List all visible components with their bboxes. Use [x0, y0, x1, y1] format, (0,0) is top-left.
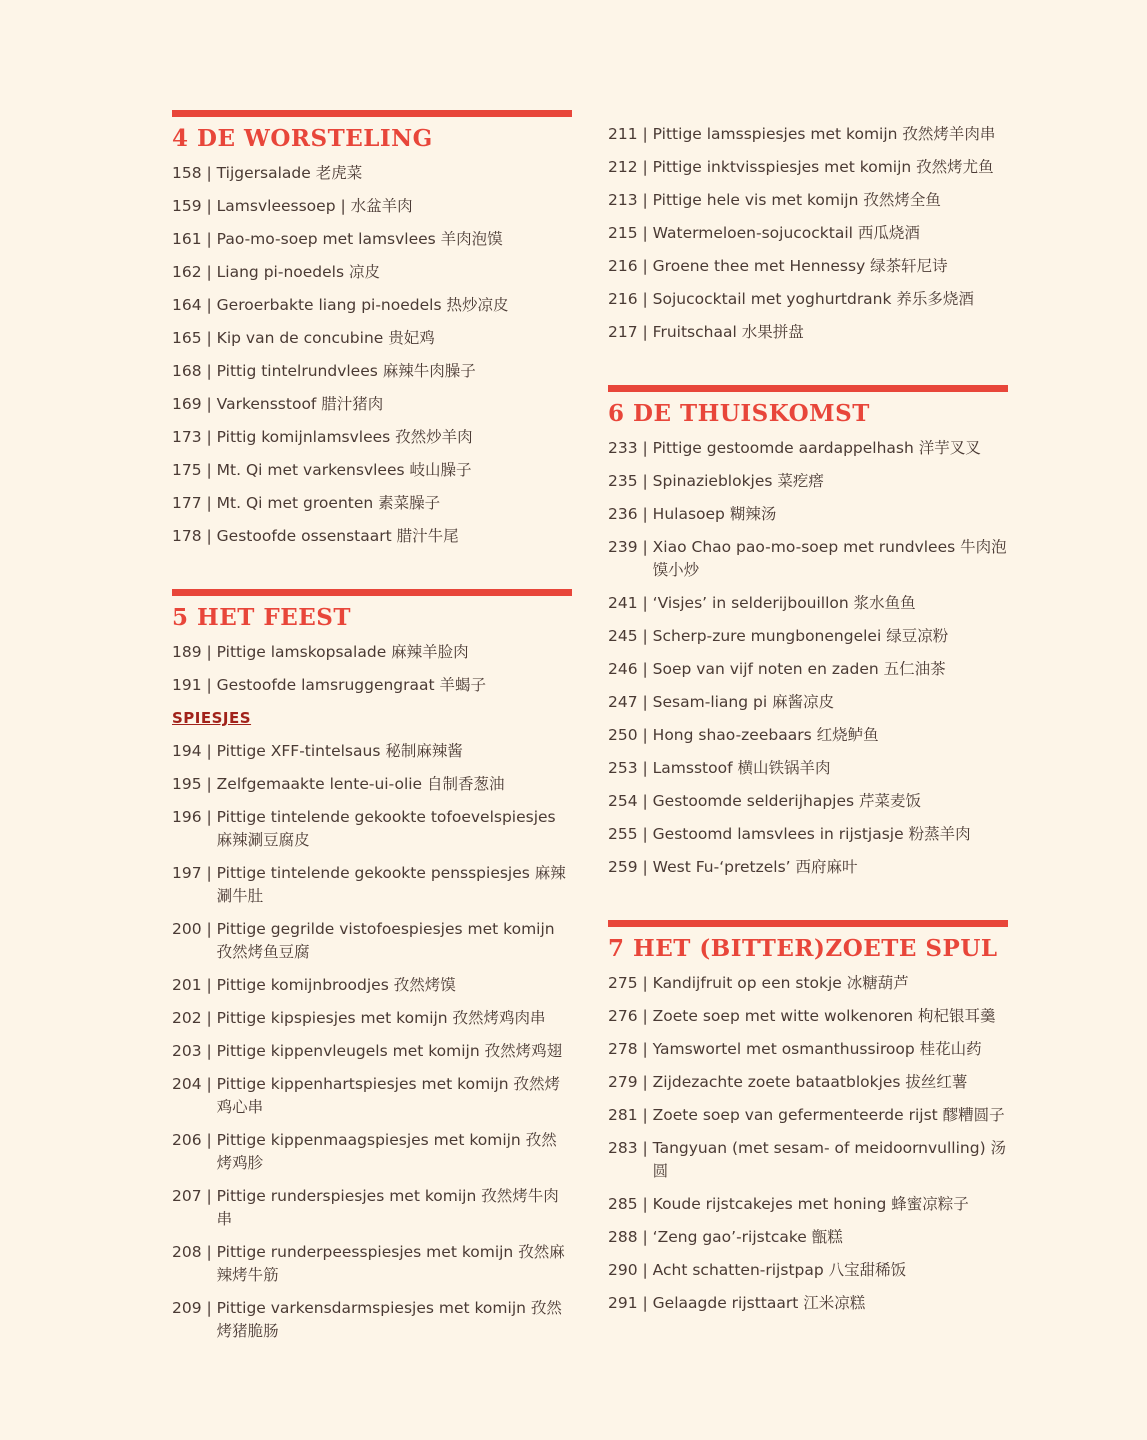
page-number: 208: [172, 1243, 202, 1261]
recipe-title: Pittige komijnbroodjes 孜然烤馍: [216, 976, 456, 994]
page-number: 255: [608, 825, 638, 843]
separator: |: [637, 1139, 653, 1157]
page-number: 250: [608, 726, 638, 744]
page-number: 209: [172, 1299, 202, 1317]
page-number: 195: [172, 775, 202, 793]
page-number: 217: [608, 323, 638, 341]
toc-entry: [608, 851, 1008, 884]
toc-entry: [608, 1000, 1008, 1033]
subsection-heading: SPIESJES: [172, 709, 252, 727]
page-number: 196: [172, 808, 202, 826]
recipe-title: Zijdezachte zoete bataatblokjes 拔丝红薯: [652, 1073, 968, 1091]
toc-entry: [608, 653, 1008, 686]
separator: |: [201, 1009, 217, 1027]
section-rule: [608, 920, 1008, 927]
recipe-title: Tangyuan (met sesam- of meidoornvulling) 汤圆: [652, 1139, 1007, 1180]
page-number: 235: [608, 472, 638, 490]
separator: |: [201, 643, 217, 661]
toc-entry: [172, 969, 572, 1002]
recipe-title: Scherp-zure mungbonengelei 绿豆凉粉: [652, 627, 949, 645]
recipe-title: Gelaagde rijsttaart 江米凉糕: [652, 1294, 866, 1312]
toc-entry: [172, 1035, 572, 1068]
right-column: [608, 118, 1008, 1356]
toc-entry: [608, 719, 1008, 752]
recipe-title: Sesam-liang pi 麻酱凉皮: [652, 693, 835, 711]
recipe-title: Xiao Chao pao-mo-soep met rundvlees 牛肉泡馍小炒: [652, 538, 1007, 579]
separator: |: [637, 1073, 653, 1091]
toc-entry: [172, 322, 572, 355]
toc-entry: [608, 1099, 1008, 1132]
section-rule: [172, 589, 572, 596]
page-number: 168: [172, 362, 202, 380]
toc-entry: [172, 421, 572, 454]
page-number: 211: [608, 125, 638, 143]
recipe-title: Pittige hele vis met komijn 孜然烤全鱼: [652, 191, 941, 209]
recipe-title: Pittige runderspiesjes met komijn 孜然烤牛肉串: [216, 1187, 559, 1228]
page-number: 216: [608, 257, 638, 275]
recipe-title: Soep van vijf noten en zaden 五仁油茶: [652, 660, 946, 678]
recipe-title: Pittige gestoomde aardappelhash 洋芋叉叉: [652, 439, 981, 457]
page-number: 233: [608, 439, 638, 457]
page-number: 207: [172, 1187, 202, 1205]
separator: |: [637, 1195, 653, 1213]
toc-entry: [172, 801, 572, 857]
separator: |: [637, 290, 653, 308]
recipe-title: Pittige gegrilde vistofoespiesjes met komijn 孜然烤鱼豆腐: [216, 920, 555, 961]
separator: |: [637, 1007, 653, 1025]
toc-entry: [172, 190, 572, 223]
toc-entry: [172, 857, 572, 913]
page-number: 202: [172, 1009, 202, 1027]
page-number: 259: [608, 858, 638, 876]
page-number: 288: [608, 1228, 638, 1246]
toc-entry: [608, 1254, 1008, 1287]
toc-entry: [608, 1132, 1008, 1188]
page-number: 213: [608, 191, 638, 209]
separator: |: [637, 538, 653, 556]
toc-entry: [172, 157, 572, 190]
separator: |: [201, 1042, 217, 1060]
page-number: 283: [608, 1139, 638, 1157]
toc-entry: [608, 184, 1008, 217]
toc-entry: [608, 432, 1008, 465]
page-number: 247: [608, 693, 638, 711]
recipe-title: West Fu-‘pretzels’ 西府麻叶: [652, 858, 858, 876]
page-number: 173: [172, 428, 202, 446]
toc-entry: [608, 1033, 1008, 1066]
toc-entry: [608, 118, 1008, 151]
toc-entry: [172, 1292, 572, 1348]
recipe-title: Geroerbakte liang pi-noedels 热炒凉皮: [216, 296, 509, 314]
separator: |: [637, 224, 653, 242]
page-number: 165: [172, 329, 202, 347]
recipe-title: Yamswortel met osmanthussiroop 桂花山药: [652, 1040, 982, 1058]
toc-entry: [608, 316, 1008, 349]
recipe-title: Pittige tintelende gekookte tofoevelspiesjes 麻辣涮豆腐皮: [216, 808, 556, 849]
recipe-title: Watermeloen-sojucocktail 西瓜烧酒: [652, 224, 920, 242]
recipe-title: Zoete soep met witte wolkenoren 枸杞银耳羹: [652, 1007, 996, 1025]
toc-entry: [172, 768, 572, 801]
recipe-title: Spinazieblokjes 菜疙瘩: [652, 472, 824, 490]
separator: |: [637, 1294, 653, 1312]
recipe-title: Pittige kippenmaagspiesjes met komijn 孜然烤鸡胗: [216, 1131, 557, 1172]
separator: |: [201, 1243, 217, 1261]
separator: |: [201, 920, 217, 938]
separator: |: [637, 323, 653, 341]
section-heading: 7 HET (BITTER)ZOETE SPUL: [608, 935, 998, 962]
page-number: 204: [172, 1075, 202, 1093]
separator: |: [201, 1187, 217, 1205]
separator: |: [201, 362, 217, 380]
toc-entry: [608, 686, 1008, 719]
separator: |: [201, 428, 217, 446]
toc-entry: [172, 1236, 572, 1292]
toc-entry: [608, 1188, 1008, 1221]
toc-entry: [608, 1221, 1008, 1254]
page-number: 241: [608, 594, 638, 612]
recipe-title: Pittige runderpeesspiesjes met komijn 孜然麻辣烤牛筋: [216, 1243, 565, 1284]
recipe-title: Acht schatten-rijstpap 八宝甜稀饭: [652, 1261, 907, 1279]
separator: |: [201, 1131, 217, 1149]
section-continued: [608, 118, 1008, 349]
recipe-title: Hong shao-zeebaars 红烧鲈鱼: [652, 726, 879, 744]
page-number: 276: [608, 1007, 638, 1025]
toc-entry: [172, 636, 572, 669]
recipe-title: Fruitschaal 水果拼盘: [652, 323, 804, 341]
recipe-title: Gestoofde ossenstaart 腊汁牛尾: [216, 527, 459, 545]
page-number: 161: [172, 230, 202, 248]
section-rule: [172, 110, 572, 117]
page-number: 203: [172, 1042, 202, 1060]
page-number: 197: [172, 864, 202, 882]
separator: |: [637, 759, 653, 777]
separator: |: [637, 974, 653, 992]
separator: |: [637, 1228, 653, 1246]
separator: |: [201, 461, 217, 479]
recipe-title: Hulasoep 糊辣汤: [652, 505, 777, 523]
toc-entry: [608, 1287, 1008, 1320]
page-number: 169: [172, 395, 202, 413]
separator: |: [201, 230, 217, 248]
section-4-de-worsteling: [172, 110, 572, 553]
separator: |: [637, 125, 653, 143]
page-number: 158: [172, 164, 202, 182]
recipe-title: Koude rijstcakejes met honing 蜂蜜凉粽子: [652, 1195, 969, 1213]
section-7-het-bitter-zoete-spul: [608, 920, 1008, 1320]
toc-entry: [608, 531, 1008, 587]
toc-entry: [608, 283, 1008, 316]
page-number: 245: [608, 627, 638, 645]
separator: |: [201, 1075, 217, 1093]
toc-entry: [608, 587, 1008, 620]
separator: |: [637, 472, 653, 490]
toc-entry: [172, 913, 572, 969]
page-number: 239: [608, 538, 638, 556]
page-number: 236: [608, 505, 638, 523]
page-number: 279: [608, 1073, 638, 1091]
recipe-title: Pittige XFF-tintelsaus 秘制麻辣酱: [216, 742, 463, 760]
left-column: [172, 110, 572, 1384]
separator: |: [637, 726, 653, 744]
section-heading: 4 DE WORSTELING: [172, 125, 433, 152]
toc-entry: [172, 1124, 572, 1180]
toc-entry: [172, 388, 572, 421]
separator: |: [637, 191, 653, 209]
separator: |: [201, 1299, 217, 1317]
toc-entry: [172, 289, 572, 322]
separator: |: [201, 263, 217, 281]
toc-entry: [172, 1068, 572, 1124]
page-number: 175: [172, 461, 202, 479]
page-number: 178: [172, 527, 202, 545]
page-number: 194: [172, 742, 202, 760]
separator: |: [201, 395, 217, 413]
recipe-title: Gestoomde selderijhapjes 芹菜麦饭: [652, 792, 922, 810]
separator: |: [201, 527, 217, 545]
separator: |: [637, 660, 653, 678]
page-number: 164: [172, 296, 202, 314]
toc-entry: [608, 818, 1008, 851]
recipe-title: Pittige kippenvleugels met komijn 孜然烤鸡翅: [216, 1042, 563, 1060]
separator: |: [201, 296, 217, 314]
separator: |: [201, 976, 217, 994]
separator: |: [201, 864, 217, 882]
toc-entry: [172, 1180, 572, 1236]
recipe-title: Pittige kippenhartspiesjes met komijn 孜然烤鸡心串: [216, 1075, 561, 1116]
recipe-title: Mt. Qi met varkensvlees 岐山臊子: [216, 461, 472, 479]
recipe-title: Lamsstoof 横山铁锅羊肉: [652, 759, 831, 777]
toc-entry: [172, 256, 572, 289]
toc-entry: [172, 669, 572, 702]
toc-entry: [608, 465, 1008, 498]
toc-entry: [172, 454, 572, 487]
separator: |: [637, 825, 653, 843]
page-number: 215: [608, 224, 638, 242]
recipe-title: Liang pi-noedels 凉皮: [216, 263, 380, 281]
separator: |: [201, 775, 217, 793]
section-rule: [608, 385, 1008, 392]
separator: |: [201, 742, 217, 760]
section-6-de-thuiskomst: [608, 385, 1008, 884]
page-number: 162: [172, 263, 202, 281]
separator: |: [201, 329, 217, 347]
recipe-title: Pittige lamskopsalade 麻辣羊脸肉: [216, 643, 469, 661]
separator: |: [637, 792, 653, 810]
toc-entry: [608, 620, 1008, 653]
page-number: 281: [608, 1106, 638, 1124]
recipe-title: Pittige lamsspiesjes met komijn 孜然烤羊肉串: [652, 125, 996, 143]
toc-entry: [608, 967, 1008, 1000]
page-number: 278: [608, 1040, 638, 1058]
separator: |: [637, 627, 653, 645]
page-number: 285: [608, 1195, 638, 1213]
toc-entry: [172, 355, 572, 388]
separator: |: [637, 505, 653, 523]
recipe-title: Zoete soep van gefermenteerde rijst 醪糟圆子: [652, 1106, 1005, 1124]
page-number: 201: [172, 976, 202, 994]
recipe-title: Gestoofde lamsruggengraat 羊蝎子: [216, 676, 487, 694]
recipe-title: Tijgersalade 老虎菜: [216, 164, 363, 182]
toc-entry: [608, 217, 1008, 250]
page-number: 191: [172, 676, 202, 694]
recipe-title: Pao-mo-soep met lamsvlees 羊肉泡馍: [216, 230, 503, 248]
recipe-title: Mt. Qi met groenten 素菜臊子: [216, 494, 441, 512]
recipe-title: Pittig tintelrundvlees 麻辣牛肉臊子: [216, 362, 476, 380]
toc-entry: [172, 223, 572, 256]
recipe-title: ‘Visjes’ in selderijbouillon 浆水鱼鱼: [652, 594, 916, 612]
separator: |: [201, 197, 217, 215]
toc-entry: [172, 735, 572, 768]
separator: |: [637, 158, 653, 176]
recipe-title: Kip van de concubine 贵妃鸡: [216, 329, 435, 347]
toc-entry: [608, 752, 1008, 785]
recipe-title: Varkensstoof 腊汁猪肉: [216, 395, 384, 413]
recipe-title: Pittige inktvisspiesjes met komijn 孜然烤尤鱼: [652, 158, 994, 176]
page-number: 275: [608, 974, 638, 992]
recipe-title: Lamsvleessoep | 水盆羊肉: [216, 197, 413, 215]
page-number: 177: [172, 494, 202, 512]
page-number: 200: [172, 920, 202, 938]
separator: |: [637, 858, 653, 876]
toc-entry: [608, 1066, 1008, 1099]
toc-entry: [172, 1002, 572, 1035]
toc-entry: [172, 520, 572, 553]
recipe-title: Kandijfruit op een stokje 冰糖葫芦: [652, 974, 909, 992]
separator: |: [637, 257, 653, 275]
page-number: 246: [608, 660, 638, 678]
toc-entry: [608, 250, 1008, 283]
section-heading: 5 HET FEEST: [172, 604, 352, 631]
separator: |: [637, 1106, 653, 1124]
separator: |: [637, 693, 653, 711]
page-number: 212: [608, 158, 638, 176]
separator: |: [201, 164, 217, 182]
toc-entry: [172, 487, 572, 520]
recipe-title: Pittige varkensdarmspiesjes met komijn 孜然烤猪脆肠: [216, 1299, 562, 1340]
page-number: 216: [608, 290, 638, 308]
separator: |: [201, 676, 217, 694]
separator: |: [637, 594, 653, 612]
section-heading: 6 DE THUISKOMST: [608, 400, 870, 427]
recipe-title: Sojucocktail met yoghurtdrank 养乐多烧酒: [652, 290, 974, 308]
page-number: 290: [608, 1261, 638, 1279]
recipe-title: Pittig komijnlamsvlees 孜然炒羊肉: [216, 428, 473, 446]
page-number: 206: [172, 1131, 202, 1149]
toc-entry: [608, 498, 1008, 531]
separator: |: [637, 1261, 653, 1279]
page-number: 253: [608, 759, 638, 777]
toc-entry: [608, 151, 1008, 184]
page-number: 189: [172, 643, 202, 661]
separator: |: [201, 494, 217, 512]
recipe-title: Pittige tintelende gekookte pensspiesjes 麻辣涮牛肚: [216, 864, 566, 905]
separator: |: [637, 1040, 653, 1058]
toc-entry: [608, 785, 1008, 818]
recipe-title: Groene thee met Hennessy 绿茶轩尼诗: [652, 257, 948, 275]
section-5-het-feest: [172, 589, 572, 1348]
page-number: 159: [172, 197, 202, 215]
page-number: 254: [608, 792, 638, 810]
recipe-title: Gestoomd lamsvlees in rijstjasje 粉蒸羊肉: [652, 825, 971, 843]
recipe-title: ‘Zeng gao’-rijstcake 甑糕: [652, 1228, 843, 1246]
page-number: 291: [608, 1294, 638, 1312]
recipe-title: Zelfgemaakte lente-ui-olie 自制香葱油: [216, 775, 505, 793]
separator: |: [201, 808, 217, 826]
separator: |: [637, 439, 653, 457]
recipe-title: Pittige kipspiesjes met komijn 孜然烤鸡肉串: [216, 1009, 546, 1027]
